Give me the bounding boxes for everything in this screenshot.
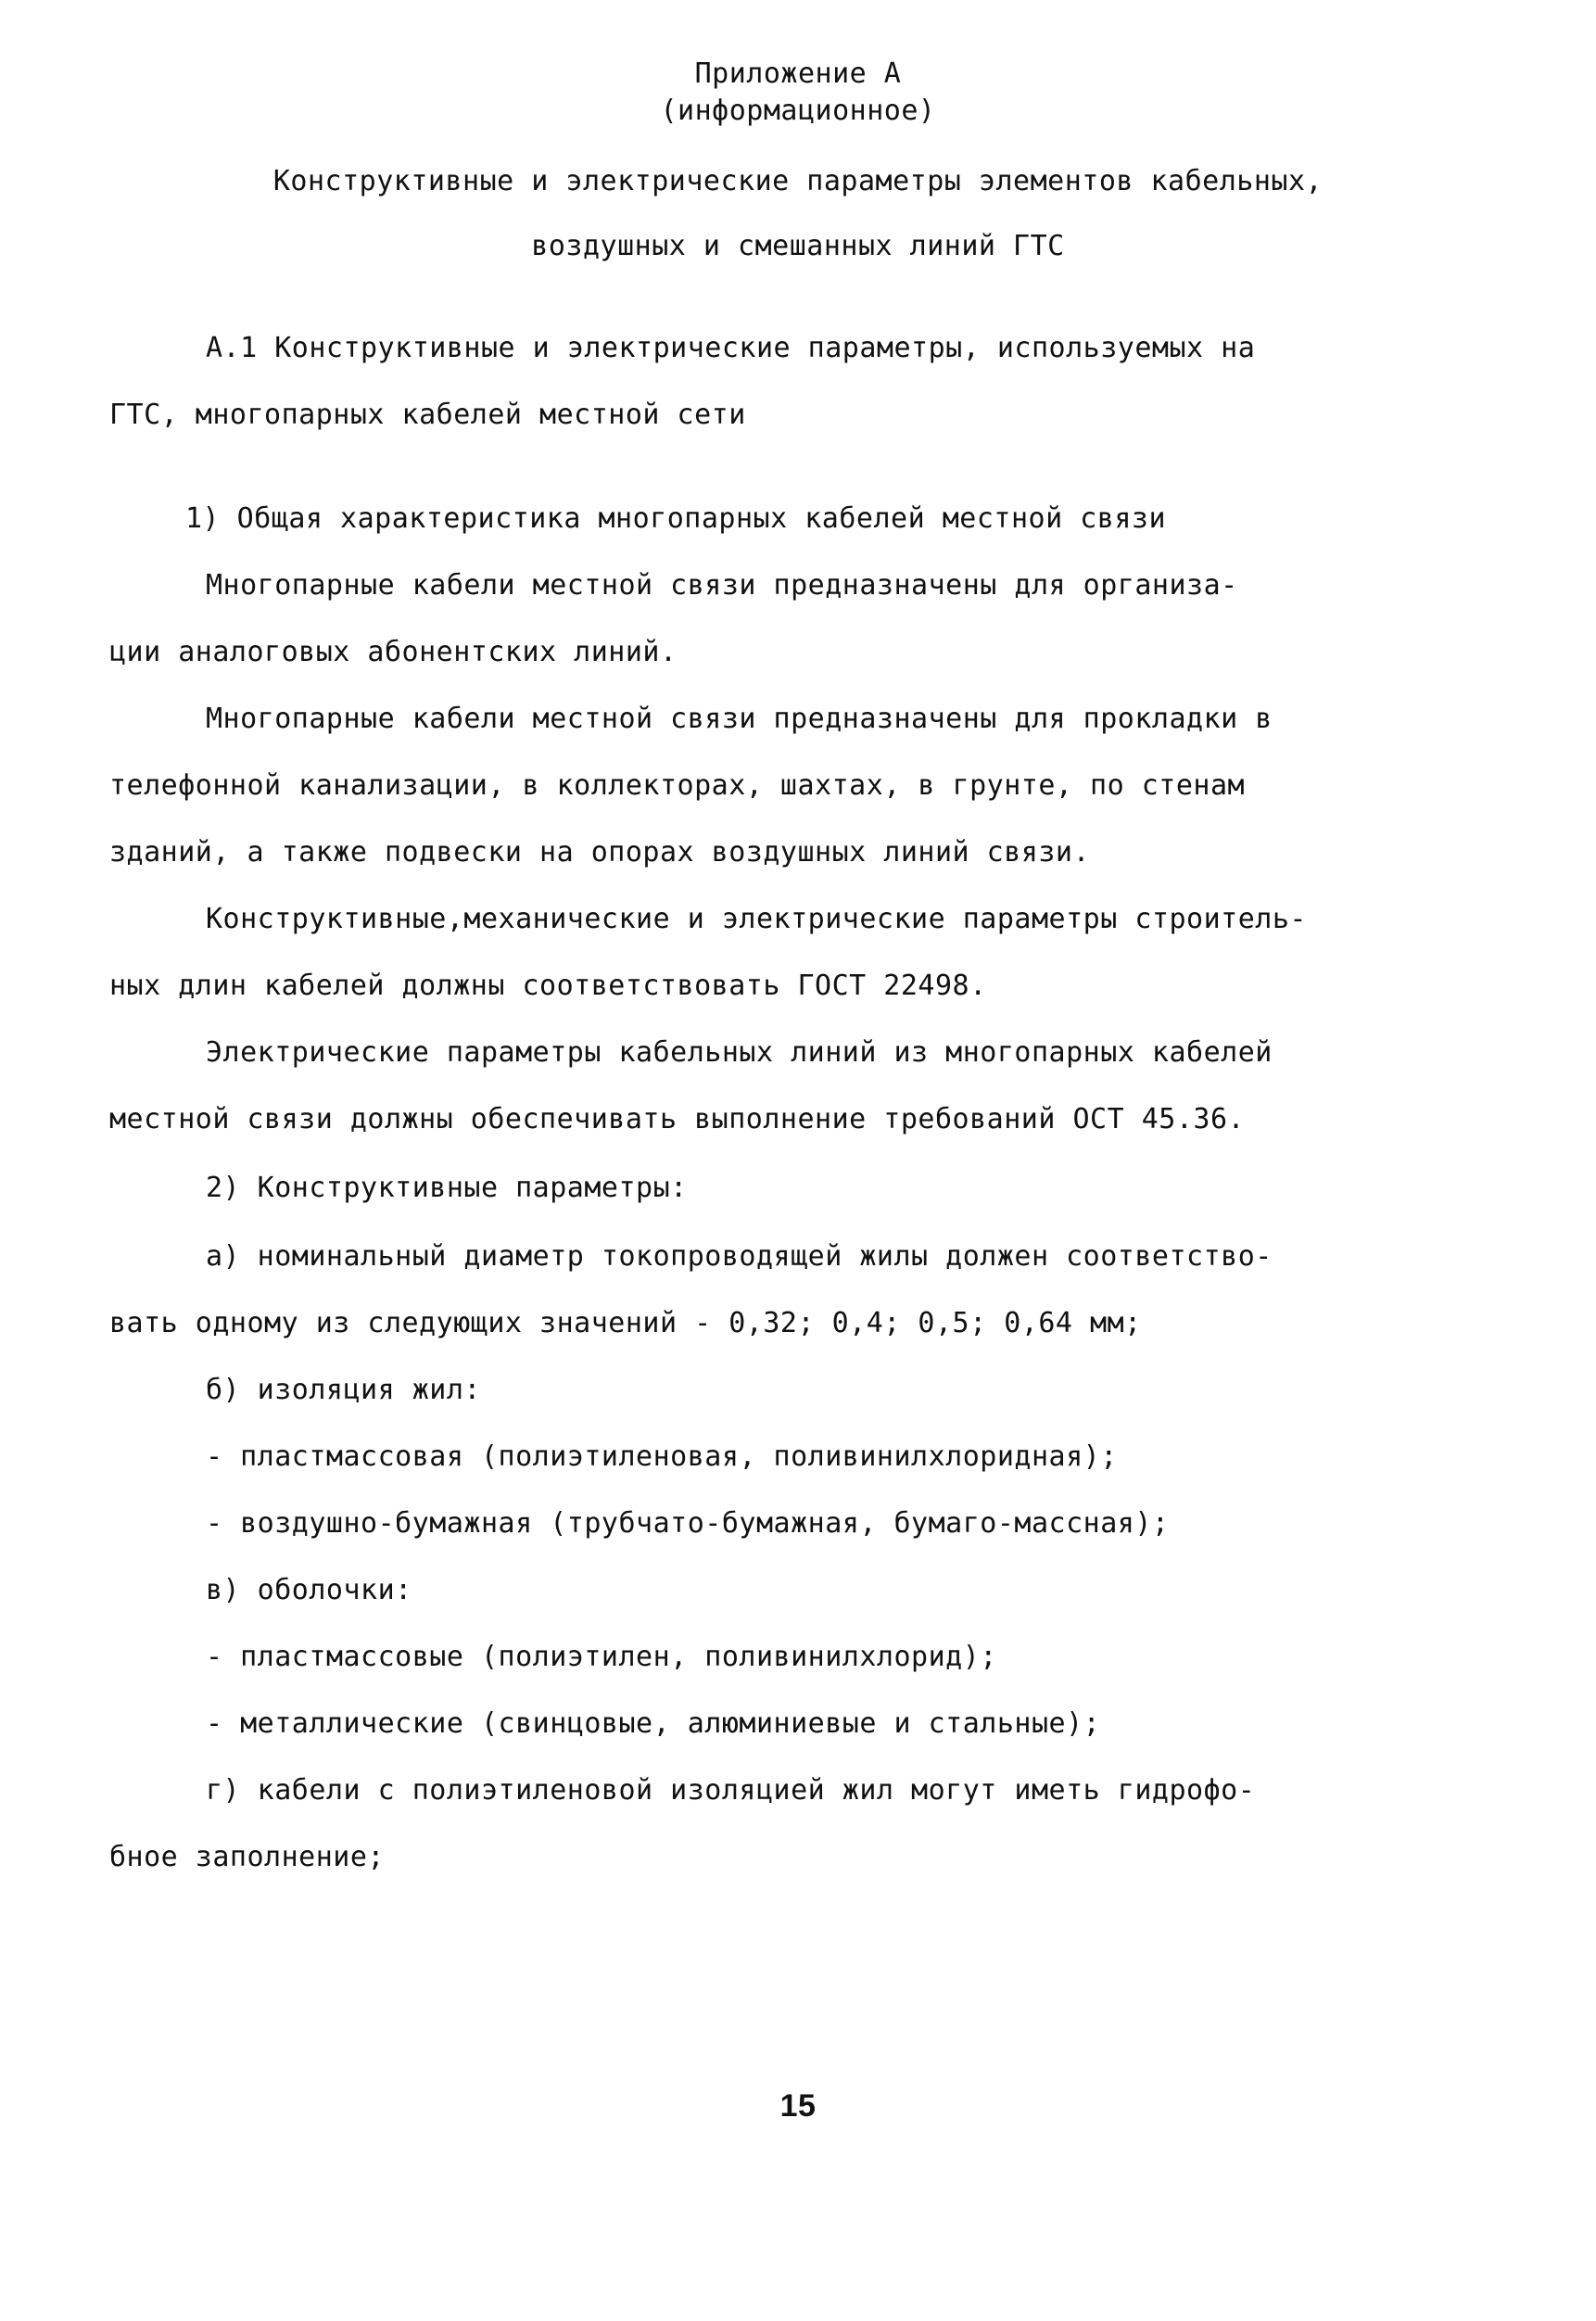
body-line: - воздушно-бумажная (трубчато-бумажная, бумаго-массная); (206, 1507, 1170, 1540)
body-line: бное заполнение; (109, 1841, 385, 1873)
body-line: Электрические параметры кабельных линий из многопарных кабелей (206, 1036, 1273, 1069)
body-line: телефонной канализации, в коллекторах, шахтах, в грунте, по стенам (109, 769, 1246, 802)
body-line: Многопарные кабели местной связи предназначены для прокладки в (206, 703, 1273, 735)
appendix-title-line-1: Конструктивные и электрические параметры элементов кабельных, (272, 165, 1324, 197)
body-line: местной связи должны обеспечивать выполнение требований ОСТ 45.36. (109, 1103, 1246, 1135)
body-line: а) номинальный диаметр токопроводящей жилы должен соответство- (206, 1240, 1273, 1273)
body-line: - пластмассовые (полиэтилен, поливинилхлорид); (206, 1641, 997, 1673)
body-line: Многопарные кабели местной связи предназначены для организа- (206, 569, 1238, 602)
page-number: 15 (779, 2088, 817, 2124)
body-line: 2) Конструктивные параметры: (206, 1172, 688, 1204)
body-line: 1) Общая характеристика многопарных кабелей местной связи (185, 502, 1167, 535)
body-line: в) оболочки: (206, 1574, 412, 1606)
body-line: зданий, а также подвески на опорах воздушных линий связи. (109, 836, 1091, 869)
body-line: - пластмассовая (полиэтиленовая, поливинилхлоридная); (206, 1440, 1118, 1473)
appendix-title-line-2: воздушных и смешанных линий ГТС (531, 230, 1065, 262)
body-line: г) кабели с полиэтиленовой изоляцией жил могут иметь гидрофо- (206, 1774, 1256, 1807)
appendix-type: (информационное) (660, 95, 936, 127)
section-heading-line-2: ГТС, многопарных кабелей местной сети (109, 399, 746, 431)
body-line: ции аналоговых абонентских линий. (109, 636, 678, 668)
body-line: вать одному из следующих значений - 0,32; 0,4; 0,5; 0,64 мм; (109, 1307, 1142, 1339)
section-heading-line-1: А.1 Конструктивные и электрические параметры, используемых на (206, 332, 1256, 364)
body-line: - металлические (свинцовые, алюминиевые и стальные); (206, 1707, 1101, 1740)
body-line: ных длин кабелей должны соответствовать ГОСТ 22498. (109, 970, 987, 1002)
body-line: Конструктивные,механические и электрические параметры строитель- (206, 903, 1307, 935)
appendix-label: Приложение А (694, 57, 902, 90)
body-line: б) изоляция жил: (206, 1374, 481, 1406)
